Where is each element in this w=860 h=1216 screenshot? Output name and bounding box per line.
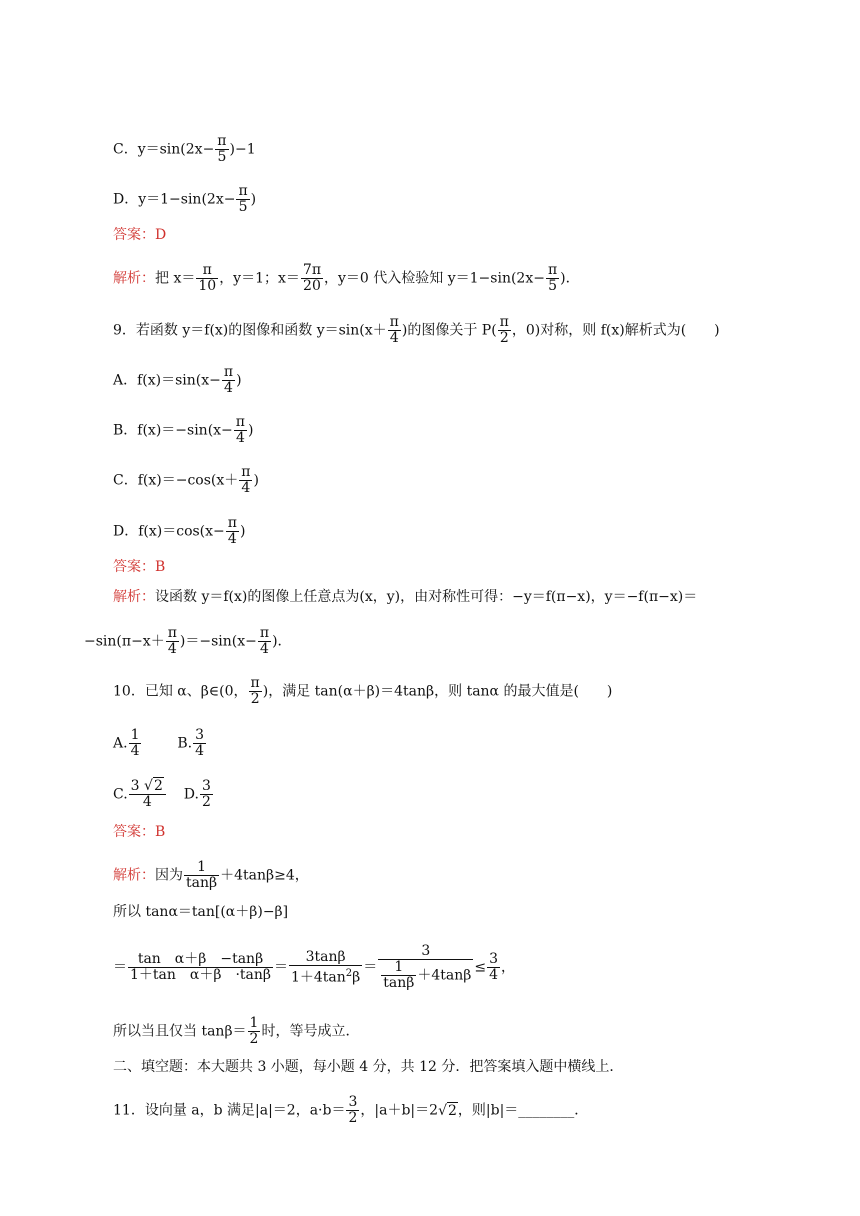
answer-8: 答案：D	[113, 227, 167, 243]
option-9c: C．f(x)＝−cos(x＋ $\frac{\pi}{4}$ )	[113, 464, 259, 496]
option-9b: B．f(x)＝−sin(x− $\frac{\pi}{4}$ )	[113, 414, 254, 446]
answer-9: 答案：B	[113, 559, 166, 575]
options-10-cd: C. $\frac{3 √2}{4}$ D. $\frac{3}{2}$	[113, 778, 211, 810]
explanation-10-line3: ＝ $\frac{\text{tan α＋β −tanβ}}{\text{1＋tan α＋β ·tanβ}}$ ＝ $\frac{3\tan\beta}{1+4\tan^2\beta}$ ＝ 3 $\frac{1}{\tan\beta}$ ＋4tanβ ≤ $\frac{3}{4}$ ，	[113, 943, 516, 991]
question-9: 9．若函数 y＝f(x)的图像和函数 y＝sin(x＋ $\frac{\pi}{4}$ )的图像关于 P( $\frac{\pi}{2}$ ，0)对称，则 f(x)解析式为( )	[113, 314, 720, 346]
explanation-10-line1: 解析：因为 $\frac{1}{\tan\beta}$ ＋4tanβ≥4，	[113, 859, 309, 891]
explanation-10-line4: 所以当且仅当 tanβ＝ $\frac{1}{2}$ 时，等号成立．	[113, 1015, 360, 1047]
section-2-heading: 二、填空题：本大题共 3 小题，每小题 4 分，共 12 分．把答案填入题中横线上．	[113, 1059, 624, 1075]
option-c: C．y＝sin(2x− $\frac{\pi}{5}$ )−1	[113, 133, 256, 165]
option-9d: D．f(x)＝cos(x− $\frac{\pi}{4}$ )	[113, 515, 246, 547]
explanation-9-line1: 解析：设函数 y＝f(x)的图像上任意点为(x，y)，由对称性可得：−y＝f(π−x)，y＝−f(π−x)＝	[113, 589, 698, 605]
explanation-10-line2: 所以 tanα＝tan[(α＋β)−β]	[113, 904, 289, 920]
options-10-ab: A. $\frac{1}{4}$ B. $\frac{3}{4}$	[113, 727, 205, 759]
explanation-9-line2: −sin(π−x＋ $\frac{\pi}{4}$ )＝−sin(x− $\frac{\pi}{4}$ )．	[84, 625, 292, 657]
explanation-8: 解析：把 x＝ $\frac{\pi}{10}$ ，y＝1；x＝ $\frac{7\pi}{20}$ ，y＝0 代入检验知 y＝1−sin(2x− $\frac{\pi}{5}$ )．	[113, 262, 580, 294]
option-9a: A．f(x)＝sin(x− $\frac{\pi}{4}$ )	[113, 364, 242, 396]
question-11: 11．设向量 a，b 满足|a|＝2，a·b＝ $\frac{3}{2}$ ，|a＋b|＝2√2，则|b|＝________．	[113, 1094, 589, 1126]
option-d: D．y＝1−sin(2x− $\frac{\pi}{5}$ )	[113, 183, 257, 215]
answer-10: 答案：B	[113, 824, 166, 840]
question-10: 10．已知 α、β∈(0， $\frac{\pi}{2}$ )，满足 tan(α＋β)＝4tanβ，则 tanα 的最大值是( )	[113, 675, 613, 707]
